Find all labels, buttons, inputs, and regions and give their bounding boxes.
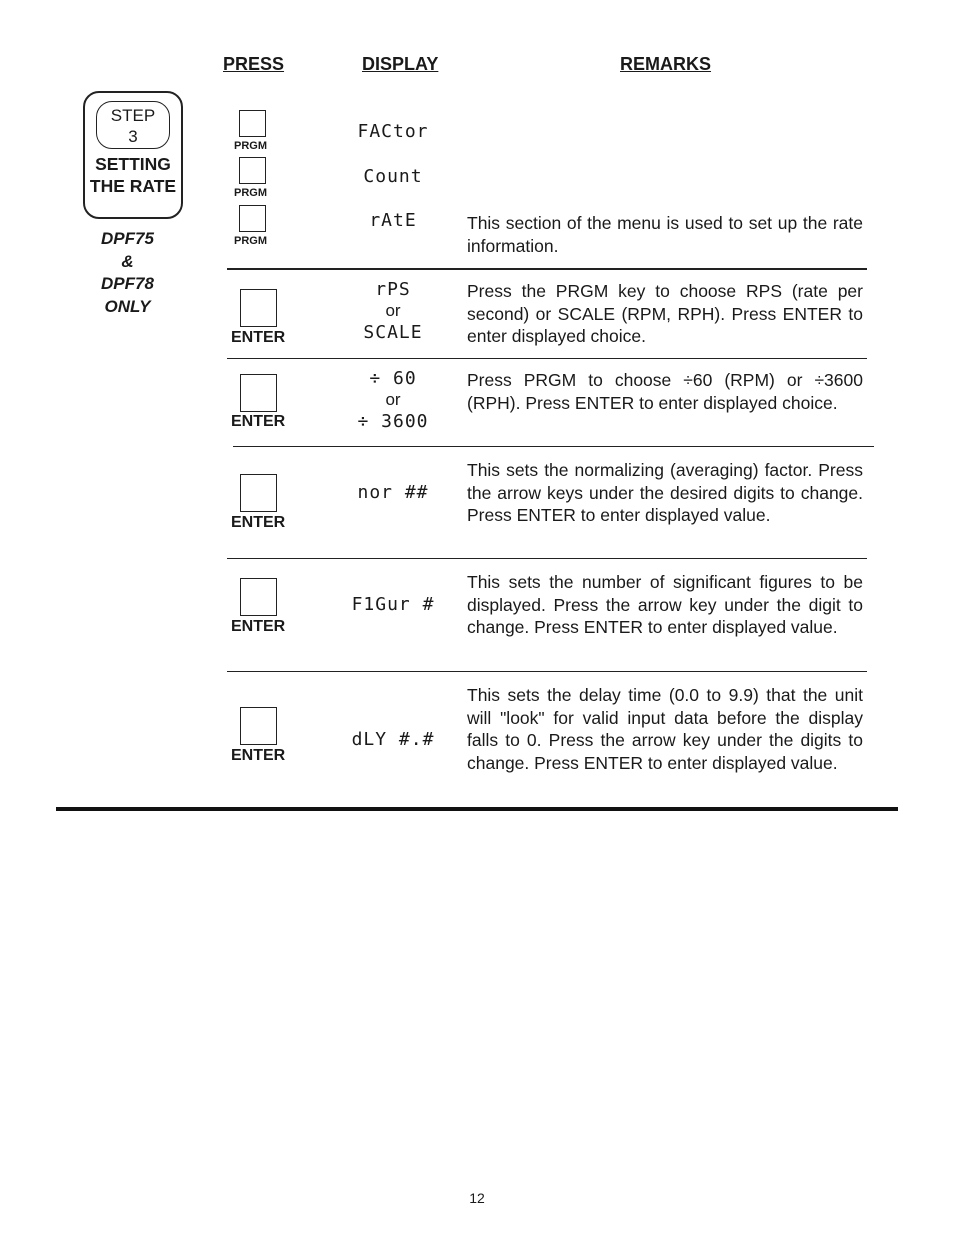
prgm-key-label: PRGM xyxy=(234,187,267,199)
step-number-box xyxy=(96,101,170,149)
enter-key-label: ENTER xyxy=(231,618,286,635)
model-line1: DPF75 xyxy=(101,229,154,248)
enter-key[interactable] xyxy=(240,374,277,412)
prgm-key[interactable] xyxy=(239,157,266,184)
enter-key[interactable] xyxy=(240,474,277,512)
row-divider xyxy=(227,671,867,672)
model-note xyxy=(80,228,175,318)
enter-key[interactable] xyxy=(240,707,277,745)
display-choice-divisor xyxy=(343,368,443,432)
display-div3600: ÷ 3600 xyxy=(357,411,429,432)
row-divider xyxy=(227,558,867,559)
row-divider xyxy=(227,358,867,359)
remark-divisor: Press PRGM to choose ÷60 (RPM) or ÷3600 (RPH). Press ENTER to enter displayed choice. xyxy=(467,370,863,413)
step-title-line2: THE RATE xyxy=(89,176,177,196)
display-or: or xyxy=(385,390,401,409)
display-rate: rAtE xyxy=(369,210,417,231)
remark-normalize: This sets the normalizing (averaging) factor. Press the arrow keys under the desired digits to change. Press ENTER to enter displayed value. xyxy=(467,460,863,526)
step-title-line1: SETTING xyxy=(95,154,171,174)
model-line4: ONLY xyxy=(104,296,151,316)
display-column-header: DISPLAY xyxy=(362,54,439,74)
remark-delay: This sets the delay time (0.0 to 9.9) that the unit will "look" for valid input data before the display falls to 0. Press the arrow key under the digits to change. Press ENTER to enter displayed value. xyxy=(467,685,863,774)
enter-key-label: ENTER xyxy=(231,329,286,346)
display-rps: rPS xyxy=(375,279,411,300)
remark-figures: This sets the number of significant figures to be displayed. Press the arrow key under the digit to change. Press ENTER to enter displayed value. xyxy=(467,572,863,638)
enter-key-label: ENTER xyxy=(231,747,286,764)
display-choice-rps-scale xyxy=(343,279,443,343)
model-line2: & xyxy=(121,251,134,271)
prgm-key-label: PRGM xyxy=(234,235,267,247)
enter-key[interactable] xyxy=(240,578,277,616)
press-column-header: PRESS xyxy=(223,54,285,74)
model-line3: DPF78 xyxy=(101,274,154,293)
prgm-key[interactable] xyxy=(239,110,266,137)
section-end-rule xyxy=(56,807,898,811)
step-number: 3 xyxy=(128,127,138,146)
remarks-column-header: REMARKS xyxy=(620,54,712,74)
display-div60: ÷ 60 xyxy=(369,368,417,389)
step-badge xyxy=(83,91,183,219)
display-scale: SCALE xyxy=(363,322,423,343)
step-title xyxy=(85,153,181,197)
remark-rps-scale: Press the PRGM key to choose RPS (rate per second) or SCALE (RPM, RPH). Press ENTER to enter displayed choice. xyxy=(467,281,863,347)
row-divider xyxy=(227,268,867,270)
page-number: 12 xyxy=(469,1190,485,1206)
prgm-key-label: PRGM xyxy=(234,140,267,152)
display-delay: dLY #.# xyxy=(351,729,435,750)
enter-key[interactable] xyxy=(240,289,277,327)
prgm-key[interactable] xyxy=(239,205,266,232)
display-count: Count xyxy=(363,166,423,187)
remark-rate-section: This section of the menu is used to set up the rate information. xyxy=(467,213,863,256)
step-label: STEP xyxy=(110,106,156,125)
enter-key-label: ENTER xyxy=(231,514,286,531)
enter-key-label: ENTER xyxy=(231,413,286,430)
display-or: or xyxy=(385,301,401,320)
row-divider xyxy=(233,446,874,447)
display-normalize: nor ## xyxy=(357,482,429,503)
display-factor: FACtor xyxy=(357,121,429,142)
display-figures: F1Gur # xyxy=(351,594,435,615)
